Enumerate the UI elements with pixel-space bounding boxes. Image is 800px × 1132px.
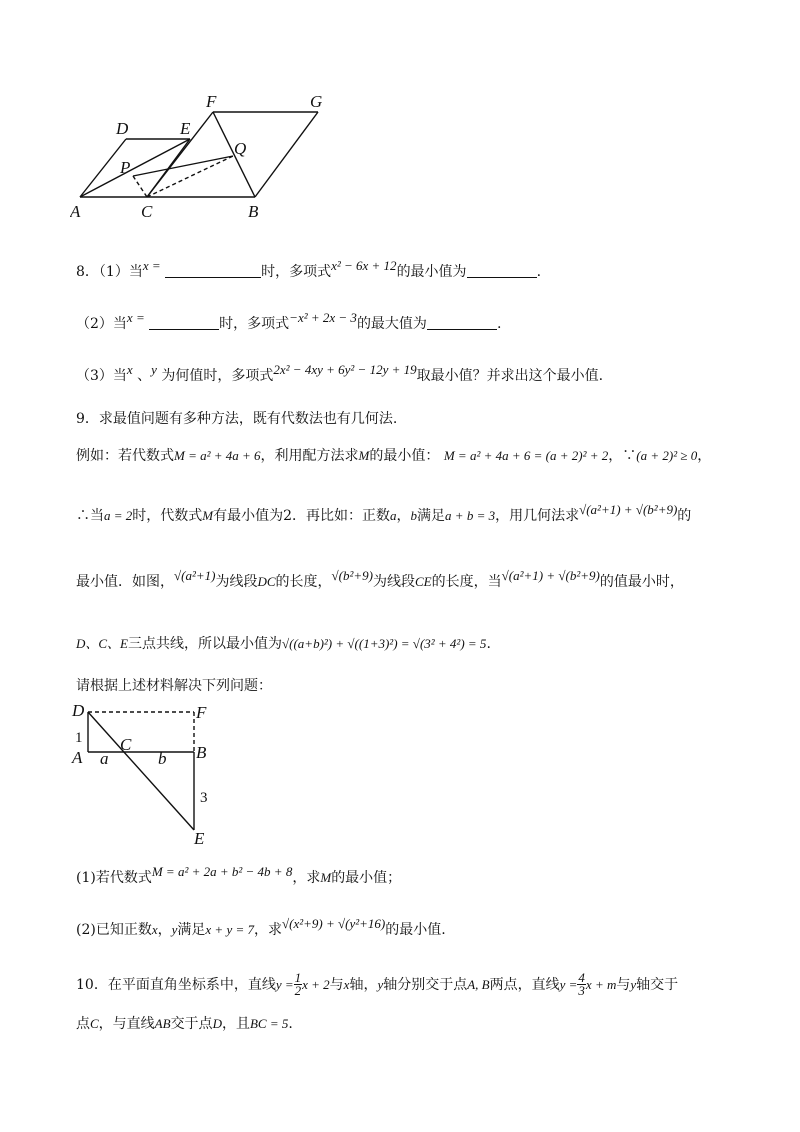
- label-B: B: [248, 202, 259, 221]
- label-D: D: [116, 119, 129, 138]
- q8-1-answer-blank[interactable]: [165, 263, 261, 278]
- label-Q: Q: [234, 139, 247, 158]
- figure-segments: [70, 700, 220, 848]
- figure-parallelogram: [70, 92, 340, 227]
- label-F: F: [196, 703, 207, 722]
- q8-line3: （3）当x 、y 为何值时，多项式2x² − 4xy + 6y² − 12y + 19取最小值？并求出这个最小值.: [76, 362, 604, 384]
- edge-CQ-dashed: [147, 156, 233, 197]
- q9-line4: 最小值．如图，√(a²+1)为线段DC的长度，√(b²+9)为线段CE的长度，当√(a²+1) + √(b²+9)的值最小时，: [76, 568, 684, 590]
- q9-prompt: 请根据上述材料解决下列问题：: [76, 678, 272, 694]
- q8-1-min-blank[interactable]: [467, 263, 537, 278]
- label-1: 1: [75, 730, 83, 746]
- label-E: E: [180, 119, 191, 138]
- segment-DE: [88, 712, 194, 830]
- q8-2-max-blank[interactable]: [427, 315, 497, 330]
- label-b: b: [158, 749, 167, 768]
- label-A: A: [72, 748, 83, 767]
- q10-line1: 10．在平面直角坐标系中，直线y = $\frac{1}{2}x + 2$与x轴，y轴分别交于点A, B两点，直线y = $\frac{4}{3}x + m$与y轴交于: [76, 970, 679, 998]
- label-P: P: [120, 158, 131, 177]
- q8-2-answer-blank[interactable]: [149, 315, 219, 330]
- label-B: B: [196, 743, 207, 762]
- q9-part1: (1)若代数式M = a² + 2a + b² − 4b + 8，求M的最小值；: [76, 864, 402, 886]
- label-C: C: [141, 202, 153, 221]
- q8-line1: 8．（1）当x = 时，多项式x² − 6x + 12的最小值为 .: [76, 258, 542, 280]
- fraction-1-2: $\frac{1}{2}$: [294, 970, 302, 998]
- q9-line5: D、C、E三点共线，所以最小值为√((a+b)²) + √((1+3)²) = √(3² + 4²) = 5.: [76, 636, 491, 652]
- label-F: F: [206, 92, 217, 111]
- label-G: G: [310, 92, 323, 111]
- label-D: D: [72, 701, 85, 720]
- label-3: 3: [200, 790, 208, 806]
- q10-line2: 点C，与直线AB交于点D，且BC = 5.: [76, 1016, 293, 1032]
- fraction-4-3: $\frac{4}{3}$: [578, 970, 585, 998]
- label-A: A: [70, 202, 81, 221]
- q9-line2: 例如：若代数式M = a² + 4a + 6，利用配方法求M的最小值： M = a² + 4a + 6 = (a + 2)² + 2，∵(a + 2)² ≥ 0，: [76, 448, 712, 464]
- label-a: a: [100, 749, 109, 768]
- label-E: E: [194, 829, 205, 848]
- edge-PC-dashed: [133, 176, 147, 197]
- edge-PQ: [133, 156, 233, 176]
- q9-part2: (2)已知正数x，y满足x + y = 7，求√(x²+9) + √(y²+16)的最小值.: [76, 916, 446, 938]
- edge-GB: [255, 112, 318, 197]
- label-C: C: [120, 735, 132, 754]
- q9-intro: 9．求最值问题有多种方法，既有代数法也有几何法.: [76, 411, 398, 427]
- q9-line3: ∴当a = 2时，代数式M有最小值为2．再比如：正数a，b满足a + b = 3，用几何法求√(a²+1) + √(b²+9)的: [76, 502, 692, 524]
- q8-line2: （2）当x = 时，多项式−x² + 2x − 3的最大值为 .: [76, 310, 502, 332]
